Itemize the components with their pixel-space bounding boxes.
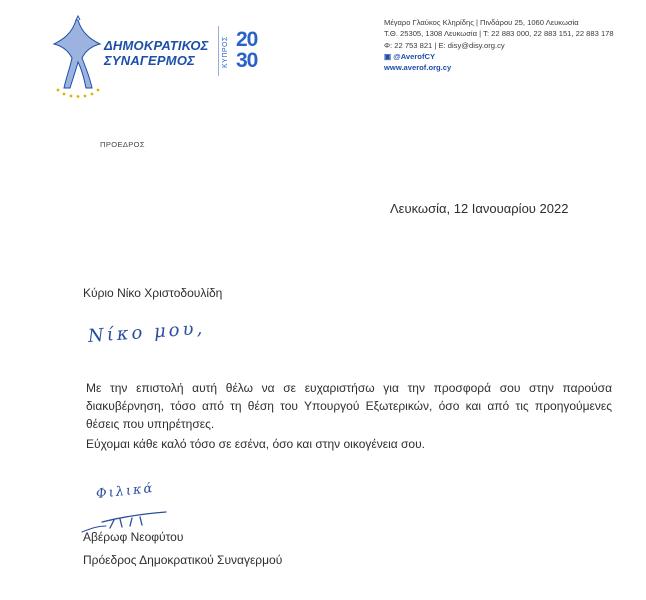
letter-paragraph-2: Εύχομαι κάθε καλό τόσο σε εσένα, όσο και στην οικογένεια σου. bbox=[86, 437, 425, 451]
kypros-label: ΚΥΠΡΟΣ bbox=[222, 36, 229, 68]
party-name-line1: ΔΗΜΟΚΡΑΤΙΚΟΣ bbox=[104, 38, 209, 53]
handwritten-greeting: Νίκο μου, bbox=[87, 317, 206, 347]
logo-divider bbox=[218, 26, 219, 76]
letter-paragraph-1: Με την επιστολή αυτή θέλω να σε ευχαριστήσω για την προσφορά σου στην παρούσα διακυβέρνηση, τόσο από τη θέση του Υπουργού Εξωτερικών, όσο και από τις προηγούμενες θέσεις που υπηρέτησες. bbox=[86, 381, 612, 431]
contact-block bbox=[384, 17, 644, 73]
year-2030-top: 20 bbox=[236, 28, 258, 51]
contact-address: Μέγαρο Γλαύκος Κληρίδης | Πινδάρου 25, 1060 Λευκωσία bbox=[384, 18, 579, 27]
addressee: Κύριο Νίκο Χριστοδουλίδη bbox=[83, 286, 223, 300]
party-name bbox=[104, 38, 214, 68]
contact-website: www.averof.org.cy bbox=[384, 63, 452, 73]
handwritten-closing: Φιλικά bbox=[95, 480, 156, 503]
party-logo-emblem-icon bbox=[48, 14, 104, 98]
contact-social bbox=[384, 51, 644, 62]
contact-social-handle: @AverofCY bbox=[393, 51, 436, 61]
signatory-name: Αβέρωφ Νεοφύτου bbox=[83, 530, 184, 544]
party-name-line2: ΣΥΝΑΓΕΡΜΟΣ bbox=[104, 53, 196, 68]
contact-fax-email: Φ: 22 753 821 | E: disy@disy.org.cy bbox=[384, 40, 505, 50]
contact-phones: Τ.Θ. 25305, 1308 Λευκωσία | T: 22 883 000, 22 883 151, 22 883 178 bbox=[384, 29, 614, 39]
year-2030-bottom: 30 bbox=[236, 49, 258, 72]
role-label: ΠΡΟΕΔΡΟΣ bbox=[100, 140, 145, 149]
social-icon: ▣ bbox=[384, 51, 394, 61]
signatory-title: Πρόεδρος Δημοκρατικού Συναγερμού bbox=[83, 553, 283, 567]
letter-date: Λευκωσία, 12 Ιανουαρίου 2022 bbox=[390, 201, 569, 216]
